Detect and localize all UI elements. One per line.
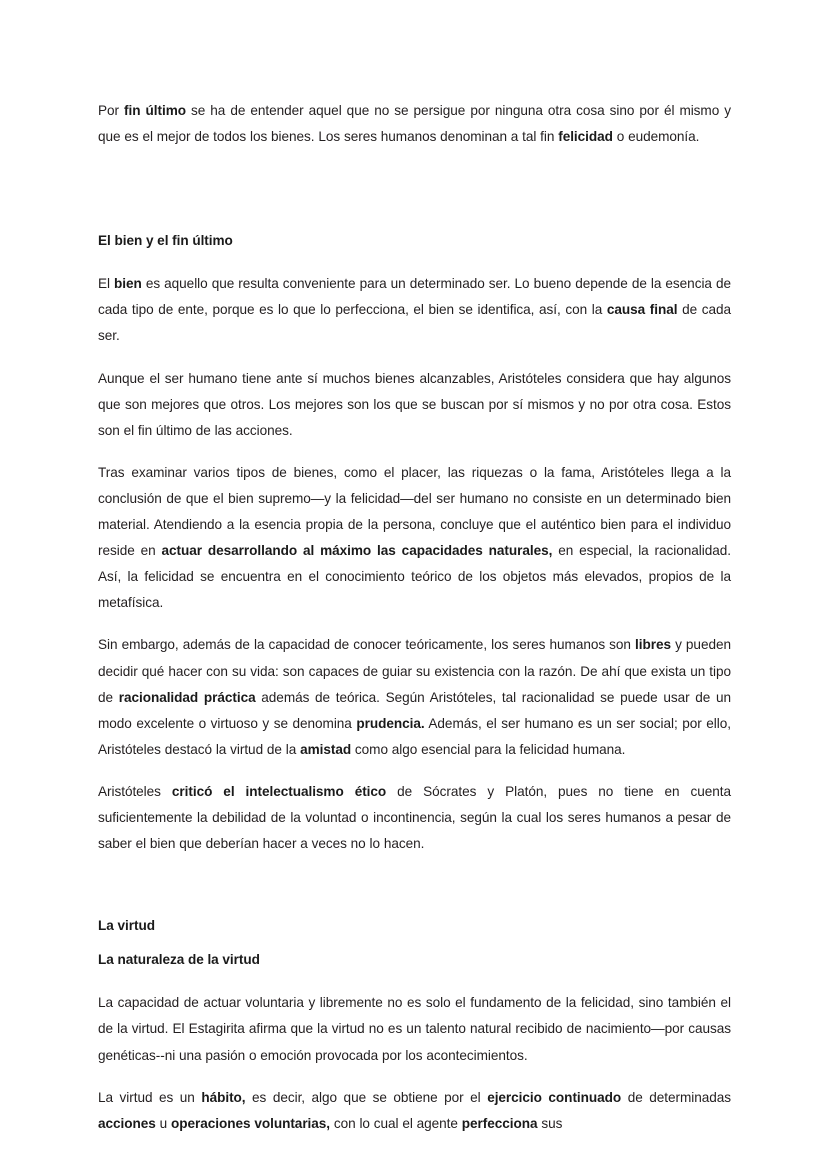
emphasis-text: amistad: [300, 741, 352, 757]
body-text: de Sócrates y Platón, pues no tiene en cuenta suficientemente la debilidad de la voluntad o incontinencia, según la cual los seres humanos a pesar de saber el bien que deberían hacer a veces no lo hacen.: [98, 783, 731, 852]
body-text: Por: [98, 103, 125, 118]
emphasis-text: operaciones voluntarias,: [170, 1115, 331, 1131]
heading-el-bien-y-el-fin-ultimo: El bien y el fin último: [98, 233, 233, 249]
spacer: [98, 161, 731, 228]
body-text: se ha de entender aquel que no se persigue por ninguna otra cosa sino por él mismo y que es el mejor de todos los bienes. Los seres humanos denominan a tal fin: [98, 103, 731, 145]
body-text: Aunque el ser humano tiene ante sí muchos bienes alcanzables, Aristóteles considera que hay algunos que son mejores que otros. Los mejores son los que se buscan por sí mismos y no por otra cosa. Estos son el fin último de las acciones.: [98, 370, 731, 438]
body-text: o eudemonía.: [612, 129, 700, 145]
body-text: es aquello que resulta conveniente para un determinado ser. Lo bueno depende de la esencia de cada tipo de ente, porque es lo que lo perfecciona, el bien se identifica, así, con la: [98, 276, 731, 318]
emphasis-text: causa final: [606, 302, 678, 318]
emphasis-text: fin último: [124, 103, 186, 118]
body-text: Además, el ser humano es un ser social; por ello, Aristóteles destacó la virtud de la: [98, 715, 731, 757]
document-body: [98, 98, 731, 1137]
emphasis-text: hábito,: [201, 1089, 246, 1105]
body-text: de determinadas: [621, 1089, 731, 1105]
heading-la-naturaleza-de-la-virtud: La naturaleza de la virtud: [98, 952, 260, 968]
body-text: Sin embargo, además de la capacidad de conocer teóricamente, los seres humanos son: [98, 637, 636, 653]
spacer: [98, 868, 731, 913]
emphasis-text: ejercicio continuado: [487, 1089, 622, 1105]
body-text: La capacidad de actuar voluntaria y libremente no es solo el fundamento de la felicidad, sino también el de la virtud. El Estagirita afirma que la virtud no es un talento natural recibido de nacimiento—por causas genéticas--ni una pasión o emoción provocada por los acontecimientos.: [98, 995, 731, 1063]
emphasis-text: libres: [635, 637, 671, 653]
body-text: además de teórica. Según Aristóteles, tal racionalidad se puede usar de un modo excelente o virtuoso y se denomina: [98, 689, 731, 731]
paragraph-fin-ultimo: [98, 98, 731, 150]
emphasis-text: bien: [114, 276, 142, 292]
body-text: sus: [537, 1115, 563, 1131]
body-text: como algo esencial para la felicidad humana.: [351, 741, 626, 757]
spacer: [98, 939, 731, 947]
emphasis-text: felicidad: [558, 129, 613, 145]
body-text: El: [98, 276, 115, 292]
body-text: de cada ser.: [98, 302, 731, 344]
emphasis-text: acciones: [98, 1115, 156, 1131]
paragraph-bienes-alcanzables: [98, 366, 731, 444]
body-text: en especial, la racionalidad. Así, la felicidad se encuentra en el conocimiento teórico de los objetos más elevados, propios de la metafísica.: [98, 543, 731, 611]
emphasis-text: prudencia.: [356, 715, 425, 731]
body-text: La virtud es un: [98, 1089, 202, 1105]
paragraph-capacidad-actuar: [98, 990, 731, 1068]
paragraph-critico-intelectualismo: [98, 779, 731, 857]
body-text: u: [155, 1115, 171, 1131]
paragraph-el-bien: [98, 271, 731, 349]
body-text: con lo cual el agente: [330, 1115, 462, 1131]
paragraph-virtud-habito: [98, 1085, 731, 1137]
spacer: [98, 254, 731, 271]
emphasis-text: perfecciona: [461, 1115, 538, 1131]
heading-la-virtud: La virtud: [98, 918, 155, 934]
body-text: es decir, algo que se obtiene por el: [245, 1089, 488, 1105]
paragraph-tras-examinar: [98, 460, 731, 617]
paragraph-sin-embargo: [98, 632, 731, 762]
emphasis-text: racionalidad práctica: [118, 689, 256, 705]
spacer: [98, 973, 731, 990]
emphasis-text: actuar desarrollando al máximo las capacidades naturales,: [161, 543, 553, 559]
emphasis-text: criticó el intelectualismo ético: [171, 783, 387, 799]
body-text: Tras examinar varios tipos de bienes, como el placer, las riquezas o la fama, Aristóteles llega a la conclusión de que el bien supremo—y la felicidad—del ser humano no consiste en un determinado bien material. Atendiendo a la esencia propia de la persona, concluye que el auténtico bien para el individuo reside en: [98, 464, 731, 559]
body-text: Aristóteles: [98, 783, 172, 799]
body-text: y pueden decidir qué hacer con su vida: son capaces de guiar su existencia con la razón. De ahí que exista un tipo de: [98, 637, 731, 705]
